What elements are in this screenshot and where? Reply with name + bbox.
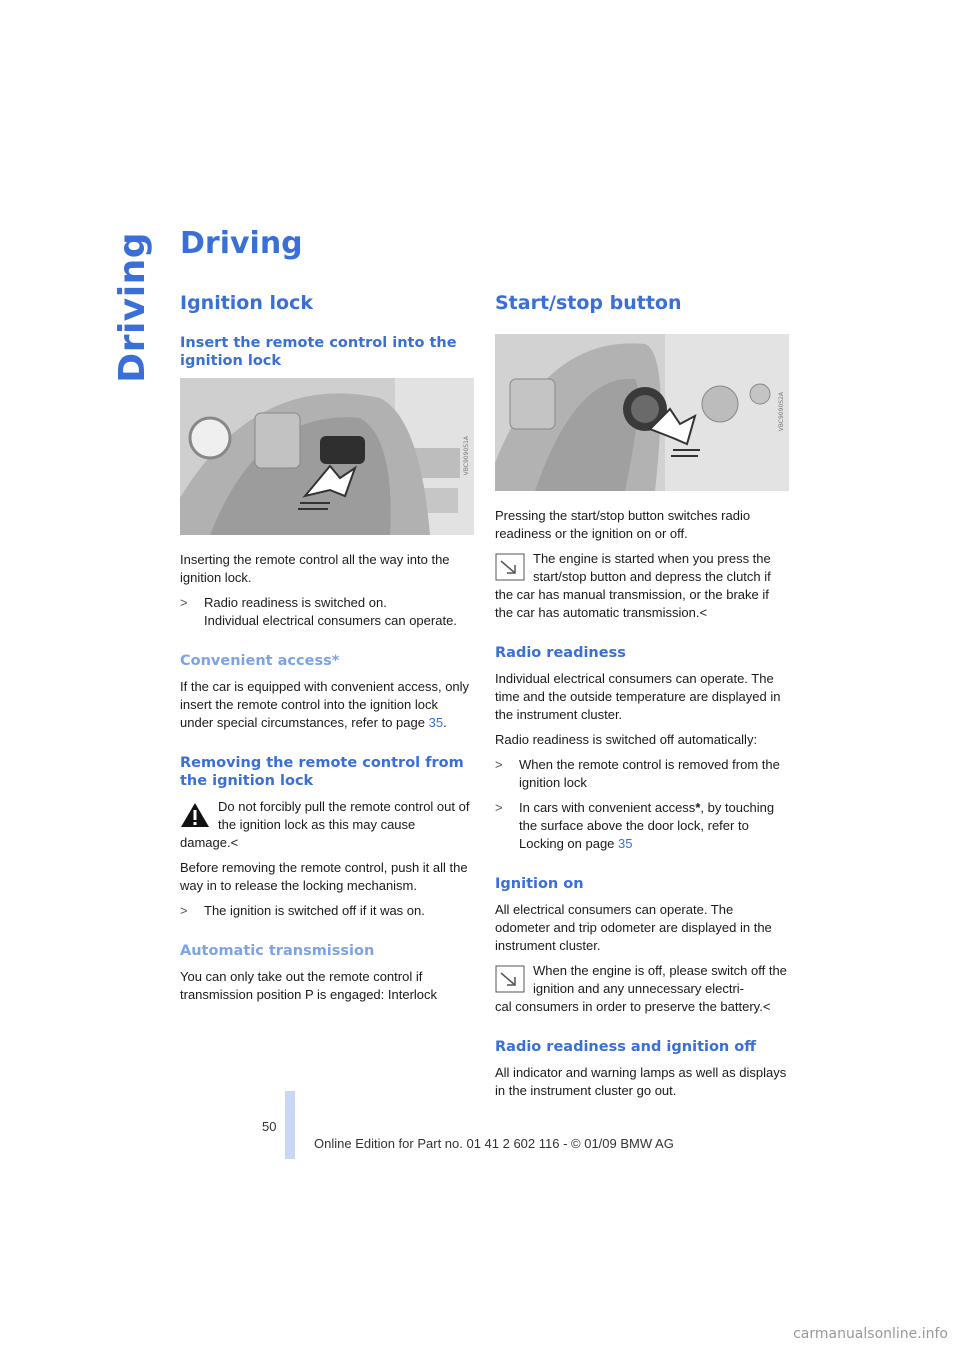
left-column (180, 292, 474, 1011)
list-marker: > (495, 757, 503, 772)
end-marker: < (762, 999, 771, 1014)
list-item-radio-readiness-on (180, 594, 474, 630)
page-link-35[interactable]: 35 (618, 836, 633, 851)
note-arrow-icon (495, 965, 525, 993)
list-item-text-b: , by touching the surface above the door lock, refer to Locking on page (519, 800, 775, 851)
subheading-automatic-transmission: Automatic transmission (180, 943, 375, 959)
paragraph-before-removing: Before removing the remote control, push it all the way in to release the locking mechanism. (180, 860, 468, 893)
list-marker: > (180, 595, 188, 610)
option-star: * (695, 800, 701, 815)
paragraph-end: . (443, 715, 447, 730)
list-item-text: When the remote control is removed from the ignition lock (519, 757, 780, 790)
list-item-text-a: In cars with convenient access (519, 800, 696, 815)
paragraph-text: If the car is equipped with convenient access, only insert the remote control into the ignition lock under special circumstances, refer to page (180, 679, 470, 730)
subheading-radio-readiness: Radio readiness (495, 645, 626, 661)
note-text-line1: The engine is started when you press the start/stop button and depress the clutch if (533, 551, 771, 584)
figure-code: VBC9090S1A (463, 436, 470, 476)
list-item-remote-removed (495, 756, 789, 792)
list-item-ignition-off (180, 902, 474, 920)
footer-edition: Online Edition for Part no. 01 41 2 602 116 - © 01/09 BMW AG (314, 1136, 674, 1151)
info-note-engine-start (495, 550, 789, 622)
figure-code: VBC9090S2A (778, 392, 785, 432)
subheading-ignition-on: Ignition on (495, 876, 584, 892)
info-note-engine-off (495, 962, 789, 1016)
subheading-convenient-access: Convenient access* (180, 653, 340, 669)
warning-text-line1: Do not forcibly pull the remote control out of the ignition lock as this may cause (218, 799, 470, 832)
paragraph-switched-off-auto: Radio readiness is switched off automatically: (495, 732, 758, 747)
page-link-35[interactable]: 35 (428, 715, 444, 730)
list-item-text-line2: Individual electrical consumers can operate. (204, 613, 457, 628)
section-heading-start-stop: Start/stop button (495, 292, 682, 314)
chapter-side-tab: Driving (112, 232, 153, 383)
list-marker: > (180, 903, 188, 918)
paragraph-interlock: You can only take out the remote control if transmission position P is engaged: Interlock (180, 969, 438, 1002)
subheading-insert-remote: Insert the remote control into the ignition lock (180, 335, 457, 369)
footer-bar (285, 1091, 295, 1159)
steering-wheel-illustration (180, 378, 474, 535)
paragraph-inserting-remote: Inserting the remote control all the way into the ignition lock. (180, 552, 450, 585)
page-number: 50 (262, 1119, 277, 1134)
end-marker: < (230, 835, 239, 850)
section-heading-ignition-lock: Ignition lock (180, 292, 313, 314)
note-text-line1: When the engine is off, please switch off the ignition and any unnecessary electri- (533, 963, 787, 996)
paragraph-radio-readiness: Individual electrical consumers can operate. The time and the outside temperature are displayed in the instrument cluster. (495, 671, 781, 722)
list-marker: > (495, 800, 503, 815)
warning-note (180, 798, 474, 852)
start-stop-illustration (495, 334, 789, 491)
warning-text-line2: damage. (180, 835, 231, 850)
warning-triangle-icon (180, 801, 210, 829)
subheading-radio-readiness-ignition-off: Radio readiness and ignition off (495, 1039, 757, 1055)
list-item-text-line1: Radio readiness is switched on. (204, 595, 387, 610)
page-title: Driving (180, 226, 303, 261)
list-item-text: The ignition is switched off if it was on. (204, 903, 425, 918)
figure-ignition-lock (180, 378, 474, 535)
watermark: carmanualsonline.info (793, 1326, 948, 1342)
note-text-line2: cal consumers in order to preserve the battery. (495, 999, 763, 1014)
figure-start-stop-button (495, 334, 789, 491)
note-text-line2: the car has manual transmission, or the brake if the car has automatic transmission. (495, 587, 769, 620)
paragraph-pressing-start-stop: Pressing the start/stop button switches radio readiness or the ignition on or off. (495, 508, 751, 541)
paragraph-lamps-go-out: All indicator and warning lamps as well as displays in the instrument cluster go out. (495, 1065, 787, 1098)
subheading-removing-remote: Removing the remote control from the ignition lock (180, 755, 464, 789)
right-column (495, 292, 789, 1107)
paragraph-convenient-access (180, 678, 474, 732)
list-item-convenient-access (495, 799, 789, 853)
end-marker: < (699, 605, 708, 620)
paragraph-ignition-on: All electrical consumers can operate. The odometer and trip odometer are displayed in the instrument cluster. (495, 902, 772, 953)
note-arrow-icon (495, 553, 525, 581)
